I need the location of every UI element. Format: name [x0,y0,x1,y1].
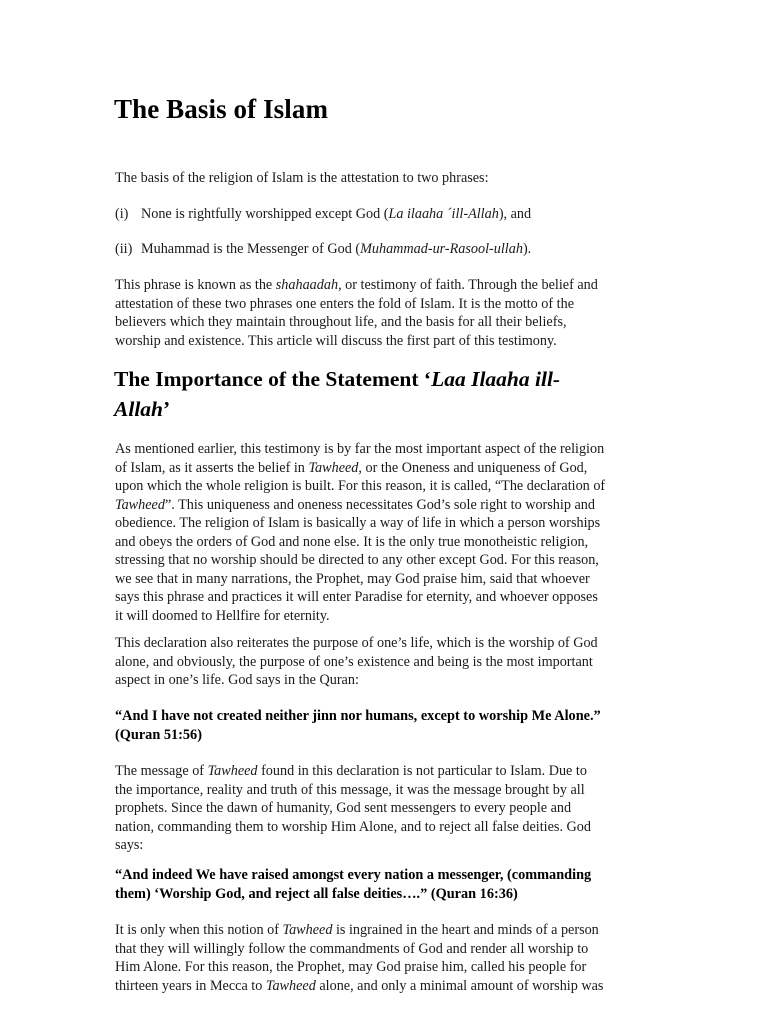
paragraph-line: obedience. The religion of Islam is basically a way of life in which a person worships [115,515,601,531]
paragraph-line: it will doomed to Hellfire for eternity. [115,607,330,624]
document-title: The Basis of Islam [114,94,329,124]
paragraph-line [115,762,587,780]
paragraph-line: aspect in one’s life. God says in the Quran: [115,672,359,688]
paragraph-line: believers which they maintain throughout life, and the basis for all their beliefs, [115,314,567,330]
phrase-transliteration: Muhammad-ur-Rasool-ullah [360,241,523,257]
paragraph-line: alone, and obviously, the purpose of one’s existence and being is the most important [115,653,593,670]
paragraph-line: and obeys the orders of God and none else. It is the only true monotheistic religion, [115,533,589,550]
paragraph-line: stressing that no worship should be directed to any other except God. For this reason, [115,552,599,568]
phrase-item [115,205,531,223]
text: thirteen years in Mecca to [115,977,266,994]
heading-text: ’ [163,397,171,421]
paragraph-line: says this phrase and practices it will enter Paradise for eternity, and whoever opposes [115,589,598,605]
text: found in this declaration is not particular to Islam. Due to [257,763,587,779]
text: This phrase is known as the [115,277,276,293]
paragraph-line: worship and existence. This article will discuss the first part of this testimony. [115,332,557,349]
paragraph-line: says: [115,837,144,853]
quran-quote: “And indeed We have raised amongst every nation a messenger, (commanding [115,867,592,883]
paragraph-line: the importance, reality and truth of this message, it was the message brought by all [115,781,585,798]
paragraph-line [115,496,595,514]
section-heading [114,364,560,394]
italic-term: Tawheed [308,459,359,476]
heading-italic: Allah [114,397,163,421]
paragraph-line: Him Alone. For this reason, the Prophet, may God praise him, called his people for [115,959,587,975]
paragraph-line: This declaration also reiterates the purpose of one’s life, which is the worship of God [115,635,598,651]
phrase-text: Muhammad is the Messenger of God ( [141,241,361,257]
paragraph-line: prophets. Since the dawn of humanity, God sent messengers to every people and [115,800,572,816]
phrase-text: None is rightfully worshipped except God ( [141,206,389,222]
paragraph-line: As mentioned earlier, this testimony is by far the most important aspect of the religion [115,441,605,457]
italic-term: Tawheed [115,496,165,513]
heading-italic: Laa Ilaaha ill- [431,367,561,391]
text: It is only when this notion of [115,922,283,938]
paragraph-line [115,921,599,939]
text: alone, and only a minimal amount of worship was [315,977,604,994]
italic-term: Tawheed [207,763,258,779]
paragraph-line [115,459,587,477]
italic-term: Tawheed [265,977,316,994]
paragraph-line: we see that in many narrations, the Prophet, may God praise him, said that whoever [115,570,590,587]
paragraph-line: nation, commanding them to worship Him Alone, and to reject all false deities. God [115,818,591,835]
heading-text: The Importance of the Statement ‘ [114,367,432,391]
intro-text: The basis of the religion of Islam is the attestation to two phrases: [115,170,489,186]
quran-quote: “And I have not created neither jinn nor humans, except to worship Me Alone.” [115,708,601,724]
paragraph-line: that they will willingly follow the commandments of God and render all worship to [115,940,589,957]
paragraph-line: upon which the whole religion is built. For this reason, it is called, “The declaration of [115,478,606,494]
italic-term: shahaadah [275,277,339,293]
section-heading-cont [114,394,170,424]
text: of Islam, as it asserts the belief in [115,459,309,476]
quran-citation: (Quran 51:56) [115,726,202,743]
phrase-label: (ii) [115,241,133,257]
paragraph-line [115,977,603,995]
text: , or testimony of faith. Through the belief and [338,277,598,293]
phrase-text-end: ), and [498,206,532,222]
paragraph-line [115,276,598,294]
phrase-item [115,240,531,258]
text: , or the Oneness and uniqueness of God, [358,459,588,476]
italic-term: Tawheed [282,922,333,938]
text: ”. This uniqueness and oneness necessitates God’s sole right to worship and [164,496,595,513]
paragraph-line: attestation of these two phrases one enters the fold of Islam. It is the motto of the [115,295,575,312]
quran-quote-cont: them) ‘Worship God, and reject all false deities….” (Quran 16:36) [115,885,518,902]
phrase-label: (i) [115,206,129,222]
phrase-transliteration: La ilaaha ´ill-Allah [388,206,499,222]
text: The message of [115,763,208,779]
text: is ingrained in the heart and minds of a person [332,922,599,938]
phrase-text-end: ). [522,241,532,257]
